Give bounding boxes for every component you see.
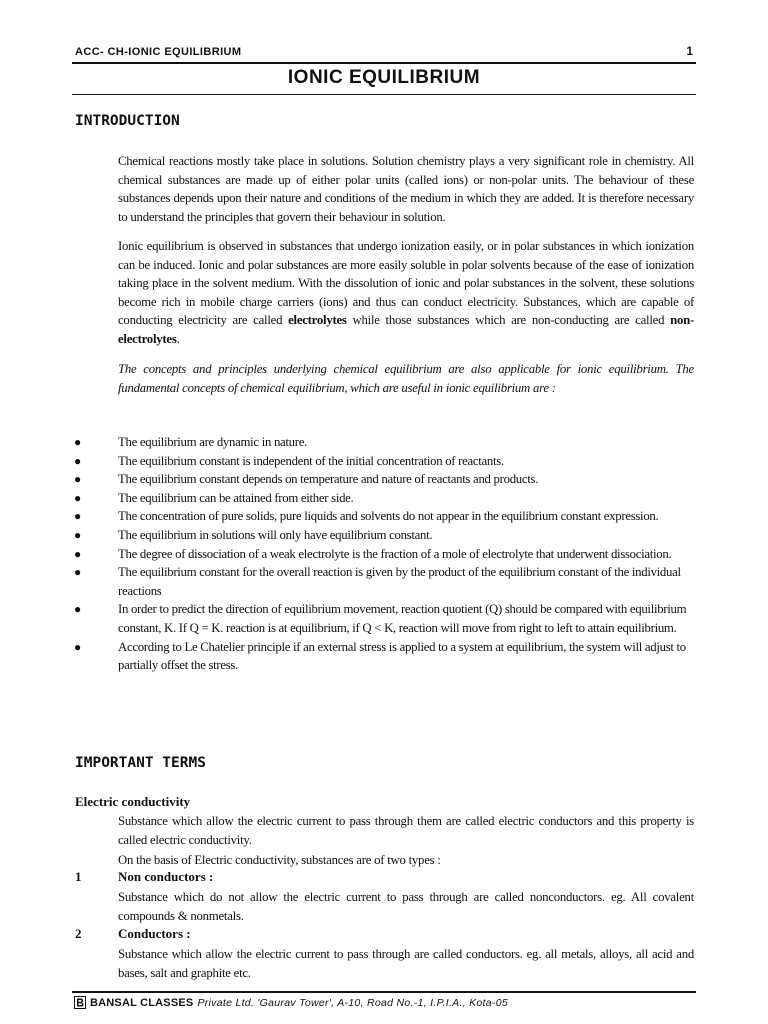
intro-paragraph-3: The concepts and principles underlying chemical equilibrium are also applicable for ionic equilibrium. The fundamental concepts of chemical equilibrium, which are useful in ionic equilibrium are : bbox=[118, 362, 694, 395]
bullet-icon: ● bbox=[74, 435, 81, 449]
term-non-electrolytes: non-electrolytes bbox=[118, 313, 694, 346]
footer-address: Private Ltd. 'Gaurav Tower', A-10, Road No.-1, I.P.I.A., Kota-05 bbox=[197, 996, 509, 1009]
list-item bbox=[74, 545, 694, 564]
non-conductors-heading: Non conductors : bbox=[118, 869, 214, 884]
list-item bbox=[74, 600, 694, 637]
bullet-icon: ● bbox=[74, 546, 81, 561]
para2-text-c: while those substances which are non-conducting are called bbox=[346, 313, 671, 327]
footer-brand: BANSAL CLASSES bbox=[90, 996, 194, 1009]
list-item bbox=[74, 452, 694, 471]
list-item-text: The equilibrium constant is independent of the initial concentration of reactants. bbox=[118, 453, 504, 468]
conductivity-definition: Substance which allow the electric current to pass through them are called electric conductors and this property is called electric conductivity. bbox=[118, 814, 694, 847]
list-item-text: The equilibrium in solutions will only have equilibrium constant. bbox=[118, 527, 433, 542]
title-rule bbox=[72, 94, 696, 95]
list-item bbox=[74, 433, 694, 452]
list-item bbox=[74, 563, 694, 600]
conductors-heading: Conductors : bbox=[118, 926, 191, 941]
list-item bbox=[74, 489, 694, 508]
list-item-text: The equilibrium constant depends on temperature and nature of reactants and products. bbox=[118, 472, 539, 487]
list-item-text: The concentration of pure solids, pure liquids and solvents do not appear in the equilibrium constant expression. bbox=[118, 509, 659, 524]
bullet-icon: ● bbox=[74, 472, 81, 487]
bullet-icon: ● bbox=[74, 639, 81, 654]
footer-rule bbox=[72, 991, 696, 993]
important-terms-heading: IMPORTANT TERMS bbox=[75, 755, 206, 771]
list-item-text: In order to predict the direction of equilibrium movement, reaction quotient (Q) should be compared with equilibrium constant, K. If Q = K. reaction is at equilibrium, if Q < K, reaction will move from right to left to attain equilibrium. bbox=[118, 602, 687, 635]
conductors-text: Substance which allow the electric current to pass through are called conductors. eg. all metals, alloys, all acid and bases, salt and graphite etc. bbox=[118, 947, 694, 980]
list-item-text: According to Le Chatelier principle if an external stress is applied to a system at equilibrium, the system will adjust to partially offset the stress. bbox=[118, 639, 686, 673]
bullet-icon: ● bbox=[74, 602, 81, 617]
list-item bbox=[74, 638, 694, 675]
para2-text-e: . bbox=[176, 331, 180, 346]
bullet-icon: ● bbox=[74, 527, 81, 542]
term-number: 2 bbox=[75, 926, 82, 941]
running-header: ACC- CH-IONIC EQUILIBRIUM bbox=[75, 46, 242, 58]
equilibrium-concepts-list bbox=[74, 433, 694, 675]
term-electrolytes: electrolytes bbox=[288, 313, 347, 327]
list-item-text: The equilibrium can be attained from either side. bbox=[118, 490, 354, 505]
list-item-text: The degree of dissociation of a weak electrolyte is the fraction of a mole of electrolyte that underwent dissociation. bbox=[118, 546, 672, 561]
footer bbox=[74, 996, 508, 1009]
list-item-text: The equilibrium are dynamic in nature. bbox=[118, 435, 308, 449]
bullet-icon: ● bbox=[74, 509, 81, 524]
bullet-icon: ● bbox=[74, 453, 81, 468]
intro-paragraph-2 bbox=[118, 237, 694, 348]
electric-conductivity-heading: Electric conductivity bbox=[75, 794, 191, 809]
conductivity-types-intro: On the basis of Electric conductivity, substances are of two types : bbox=[118, 853, 441, 867]
list-item bbox=[74, 507, 694, 526]
page-title: IONIC EQUILIBRIUM bbox=[287, 67, 481, 88]
intro-paragraph-1: Chemical reactions mostly take place in solutions. Solution chemistry plays a very significant role in chemistry. All chemical substances are made up of either polar units (called ions) or non-polar units. The behaviour of these substances depends upon their nature and conditions of the medium in which they are added. It is therefore necessary to understand the principles that govern their behaviour in solution. bbox=[118, 154, 694, 224]
header-rule bbox=[72, 62, 696, 64]
list-item bbox=[74, 470, 694, 489]
list-item bbox=[74, 526, 694, 545]
page-number: 1 bbox=[686, 44, 693, 58]
para2-text-a: Ionic equilibrium is observed in substances that undergo ionization easily, or in polar substances in which ionization can be induced. Ionic and polar substances are more easily soluble in polar solvents because of the ease of ionization taking place in the solvent medium. With the dissolution of ionic and polar substances in the solvent, these solutions become rich in mobile charge carriers (ions) and thus can conduct electricity. Substances, which are capable of conducting electricity are called bbox=[118, 239, 694, 327]
introduction-heading: INTRODUCTION bbox=[75, 113, 180, 129]
bansal-logo-icon bbox=[74, 996, 86, 1009]
bullet-icon: ● bbox=[74, 565, 81, 580]
list-item-text: The equilibrium constant for the overall reaction is given by the product of the equilibrium constant of the individual reactions bbox=[118, 565, 681, 598]
term-number: 1 bbox=[75, 869, 82, 884]
non-conductors-text: Substance which do not allow the electric current to pass through are called nonconductors. eg. All covalent compounds & nonmetals. bbox=[118, 890, 694, 923]
bullet-icon: ● bbox=[74, 490, 81, 505]
